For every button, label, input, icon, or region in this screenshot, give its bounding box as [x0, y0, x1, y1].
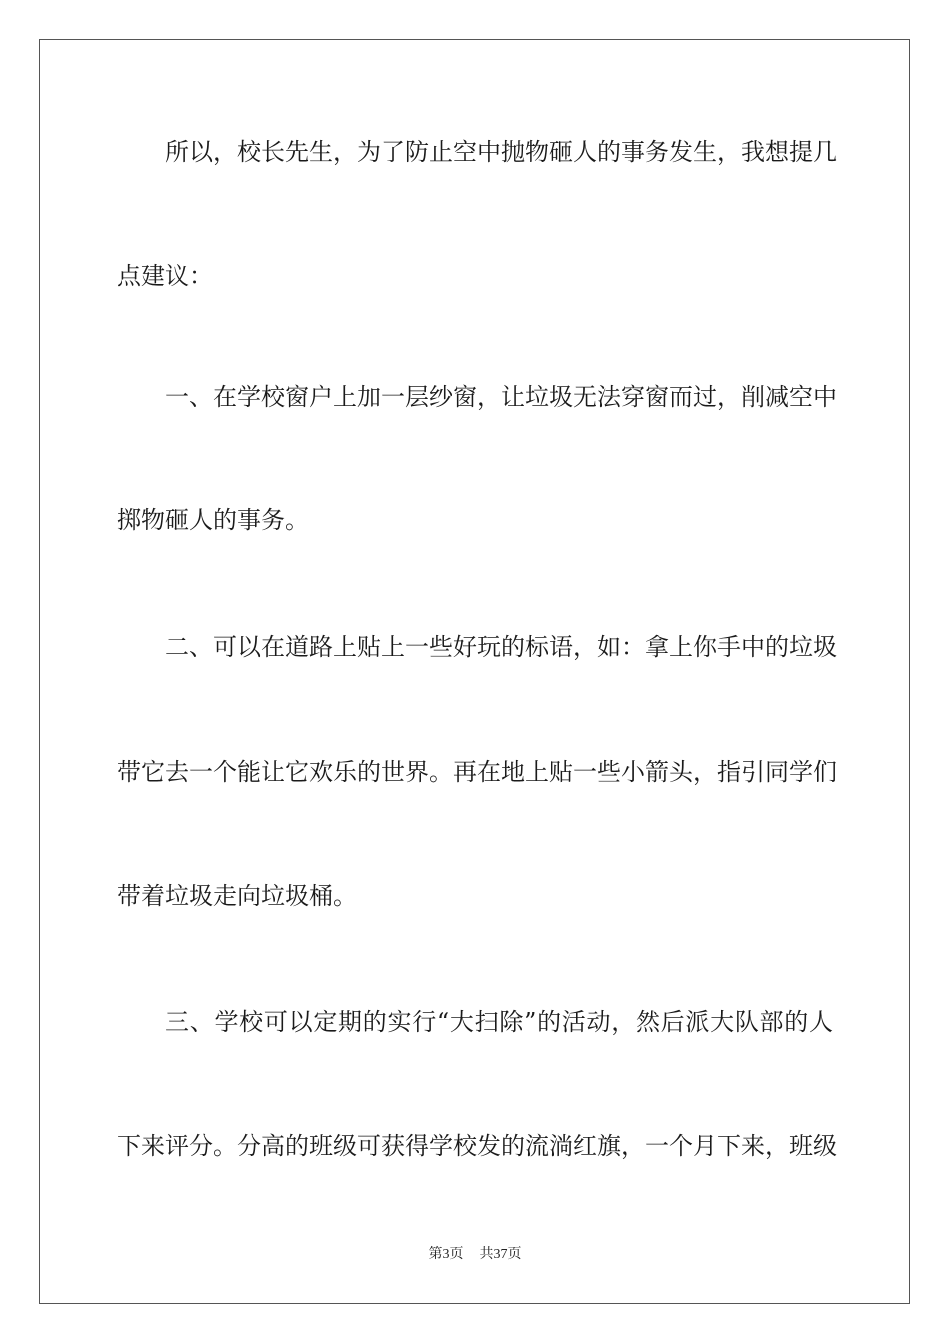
- paragraph-line: 一、在学校窗户上加一层纱窗，让垃圾无法穿窗而过，削减空中: [165, 383, 837, 411]
- paragraph-line: 带着垃圾走向垃圾桶。: [117, 882, 357, 910]
- page-number-current: 第3页: [428, 1247, 464, 1262]
- paragraph-line: 点建议：: [117, 262, 213, 290]
- paragraph-line: 掷物砸人的事务。: [117, 506, 309, 534]
- page-border: [39, 39, 910, 1304]
- paragraph-line: 三、学校可以定期的实行“大扫除”的活动，然后派大队部的人: [165, 1008, 833, 1036]
- paragraph-line: 下来评分。分高的班级可获得学校发的流淌红旗，一个月下来，班级: [117, 1132, 837, 1160]
- paragraph-line: 带它去一个能让它欢乐的世界。再在地上贴一些小箭头，指引同学们: [117, 758, 837, 786]
- page-number-total: 共37页: [479, 1247, 522, 1262]
- page-footer: [0, 1246, 950, 1264]
- paragraph-line: 二、可以在道路上贴上一些好玩的标语，如：拿上你手中的垃圾: [165, 633, 837, 661]
- paragraph-line: 所以，校长先生，为了防止空中抛物砸人的事务发生，我想提几: [165, 138, 837, 166]
